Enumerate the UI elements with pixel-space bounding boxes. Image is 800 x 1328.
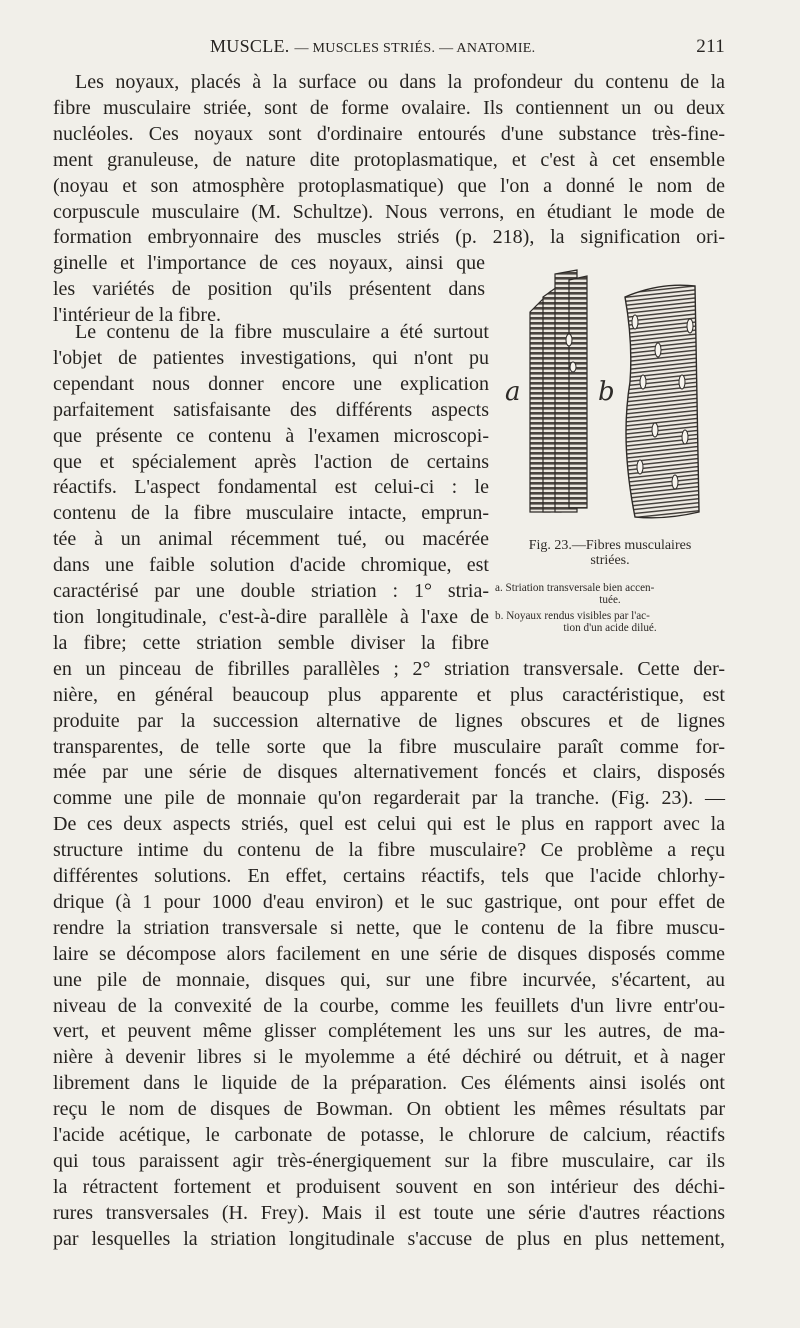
- text-line: rures transversales (H. Frey). Mais il est toute une série d'autres réactions: [53, 1201, 725, 1224]
- text-line: nière à devenir libres si le myolemme a été déchiré ou détruit, et à nager: [53, 1046, 725, 1069]
- text-line: par lesquelles la striation longitudinale s'accuse de plus en plus nettement,: [53, 1227, 725, 1250]
- text-line: parfaitement satisfaisante des différents aspects: [53, 398, 489, 421]
- figure-label-b: b: [598, 377, 615, 407]
- figure-label-a: a: [505, 377, 521, 407]
- text-line: différentes solutions. En effet, certains réactifs, tels que l'acide chlorhy-: [53, 865, 725, 888]
- text-line: les variétés de position qu'ils présentent dans: [53, 278, 485, 301]
- header-title: MUSCLE. — MUSCLES STRIÉS. — ANATOMIE.: [210, 36, 536, 56]
- text-line: ginelle et l'importance de ces noyaux, ainsi que: [53, 252, 485, 275]
- figure-caption-a: a. Striation transversale bien accen- tuée.: [495, 582, 655, 606]
- figure-caption-title: Fig. 23.—Fibres musculaires striées.: [528, 538, 692, 568]
- text-line: l'intérieur de la fibre.: [53, 304, 221, 327]
- text-line: que présente ce contenu à l'examen microscopi-: [53, 424, 489, 447]
- text-line: ment granuleuse, de nature dite protoplasmatique, et c'est à cet ensemble: [53, 148, 725, 171]
- text-line: en un pinceau de fibrilles parallèles ; 2° striation transversale. Cette der-: [53, 657, 725, 680]
- text-line: caractérisé par une double striation : 1° stria-: [53, 580, 489, 603]
- text-line: corpuscule musculaire (M. Schultze). Nous verrons, en étudiant le mode de: [53, 200, 725, 223]
- text-line: Les noyaux, placés à la surface ou dans la profondeur du contenu de la: [75, 71, 725, 93]
- text-line: (noyau et son atmosphère protoplasmatique) que l'on a donné le nom de: [53, 174, 725, 197]
- figure-caption-b: b. Noyaux rendus visibles par l'ac- tion d'un acide dilué.: [495, 610, 657, 634]
- text-line: mée par une série de disques alternativement foncés et clairs, disposés: [53, 761, 725, 784]
- text-line: laire se décompose alors facilement en une série de disques disposés comme: [53, 942, 725, 965]
- text-line: la fibre; cette striation semble diviser la fibre: [53, 631, 489, 654]
- text-line: niveau de la convexité de la courbe, comme les feuillets d'un livre entr'ou-: [53, 994, 725, 1017]
- text-line: l'acide acétique, le carbonate de potasse, le chlorure de calcium, réactifs: [53, 1124, 725, 1147]
- text-line: Le contenu de la fibre musculaire a été surtout: [75, 321, 489, 343]
- text-line: librement dans le liquide de la préparation. Ces éléments ainsi isolés ont: [53, 1072, 725, 1095]
- text-line: cependant nous donner encore une explication: [53, 372, 489, 395]
- fibre-a: [530, 270, 587, 512]
- text-line: une pile de monnaie, disques qui, sur une fibre incurvée, s'écartent, au: [53, 968, 725, 991]
- page-number: 211: [696, 36, 725, 57]
- text-line: reçu le nom de disques de Bowman. On obtient les mêmes résultats par: [53, 1098, 725, 1121]
- narrow-column: [53, 320, 489, 657]
- text-line: drique (à 1 pour 1000 d'eau environ) et le suc gastrique, ont pour effet de: [53, 890, 725, 913]
- text-line: De ces deux aspects striés, quel est celui qui est le plus en rapport avec la: [53, 813, 725, 836]
- text-line: vert, et peuvent même glisser complétement les uns sur les autres, de ma-: [53, 1020, 725, 1043]
- figure-23: [495, 262, 725, 662]
- text-line: rendre la striation transversale si nette, que le contenu de la fibre muscu-: [53, 916, 725, 939]
- text-line: nucléoles. Ces noyaux sont d'ordinaire entourés d'une substance très-fine-: [53, 122, 725, 145]
- running-header: [55, 36, 725, 60]
- text-line: l'objet de patientes investigations, qui n'ont pu: [53, 346, 489, 369]
- text-line: réactifs. L'aspect fondamental est celui-ci : le: [53, 476, 489, 499]
- text-line: contenu de la fibre musculaire intacte, emprun-: [53, 502, 489, 525]
- text-line: structure intime du contenu de la fibre musculaire? Ce problème a reçu: [53, 839, 725, 862]
- text-line: fibre musculaire striée, sont de forme ovalaire. Ils contiennent un ou deux: [53, 96, 725, 119]
- text-line: dans une faible solution d'acide chromique, est: [53, 554, 489, 577]
- text-line: transparentes, de telle sorte que la fibre musculaire paraît comme for-: [53, 735, 725, 758]
- text-line: nière, en général beaucoup plus apparente et plus caractéristique, est: [53, 683, 725, 706]
- text-line: la rétractent fortement et produisent souvent en son intérieur des déchi-: [53, 1175, 725, 1198]
- text-line: formation embryonnaire des muscles striés (p. 218), la signification ori-: [53, 226, 725, 249]
- text-line: que et spécialement après l'action de certains: [53, 450, 489, 473]
- text-line: comme une pile de monnaie qu'on regarderait par la tranche. (Fig. 23). —: [53, 787, 725, 810]
- text-line: tion longitudinale, c'est-à-dire parallèle à l'axe de: [53, 605, 489, 628]
- text-line: qui tous paraissent agir très-énergiquement sur la fibre musculaire, car ils: [53, 1150, 725, 1172]
- text-line: produite par la succession alternative de lignes obscures et de lignes: [53, 709, 725, 732]
- fibre-b: [625, 285, 699, 518]
- muscle-fibres-illustration: [495, 262, 725, 532]
- text-line: tée à un animal récemment tué, ou macérée: [53, 528, 489, 551]
